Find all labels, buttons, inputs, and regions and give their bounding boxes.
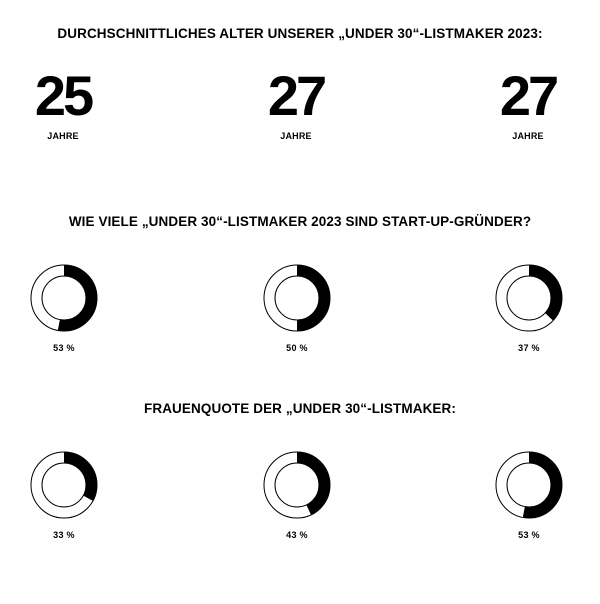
age-unit-label: JAHRE <box>280 131 312 141</box>
age-stat-1 <box>3 64 123 141</box>
donut-percent-label: 53 % <box>53 343 75 353</box>
age-value: 27 <box>267 64 325 127</box>
donut-percent-label: 43 % <box>286 530 308 540</box>
donut-percent-label: 33 % <box>53 530 75 540</box>
age-unit-label: JAHRE <box>512 131 544 141</box>
donut-chart <box>494 450 564 520</box>
donut-chart <box>262 450 332 520</box>
donut-percent-label: 37 % <box>518 343 540 353</box>
age-stat-3 <box>468 64 588 141</box>
donut-chart <box>262 263 332 333</box>
founders-section-title: WIE VIELE „UNDER 30“-LISTMAKER 2023 SIND START-UP-GRÜNDER? <box>68 214 532 229</box>
donut-percent-label: 53 % <box>518 530 540 540</box>
age-section-title: DURCHSCHNITTLICHES ALTER UNSERER „UNDER 30“-LISTMAKER 2023: <box>57 26 543 41</box>
age-value: 25 <box>34 64 92 127</box>
donut-chart <box>29 263 99 333</box>
donut-chart <box>29 450 99 520</box>
women-section-title: FRAUENQUOTE DER „UNDER 30“-LISTMAKER: <box>144 401 456 416</box>
age-unit-label: JAHRE <box>47 131 79 141</box>
donut-chart <box>494 263 564 333</box>
donut-percent-label: 50 % <box>286 343 308 353</box>
age-value: 27 <box>499 64 557 127</box>
age-stat-2 <box>236 64 356 141</box>
